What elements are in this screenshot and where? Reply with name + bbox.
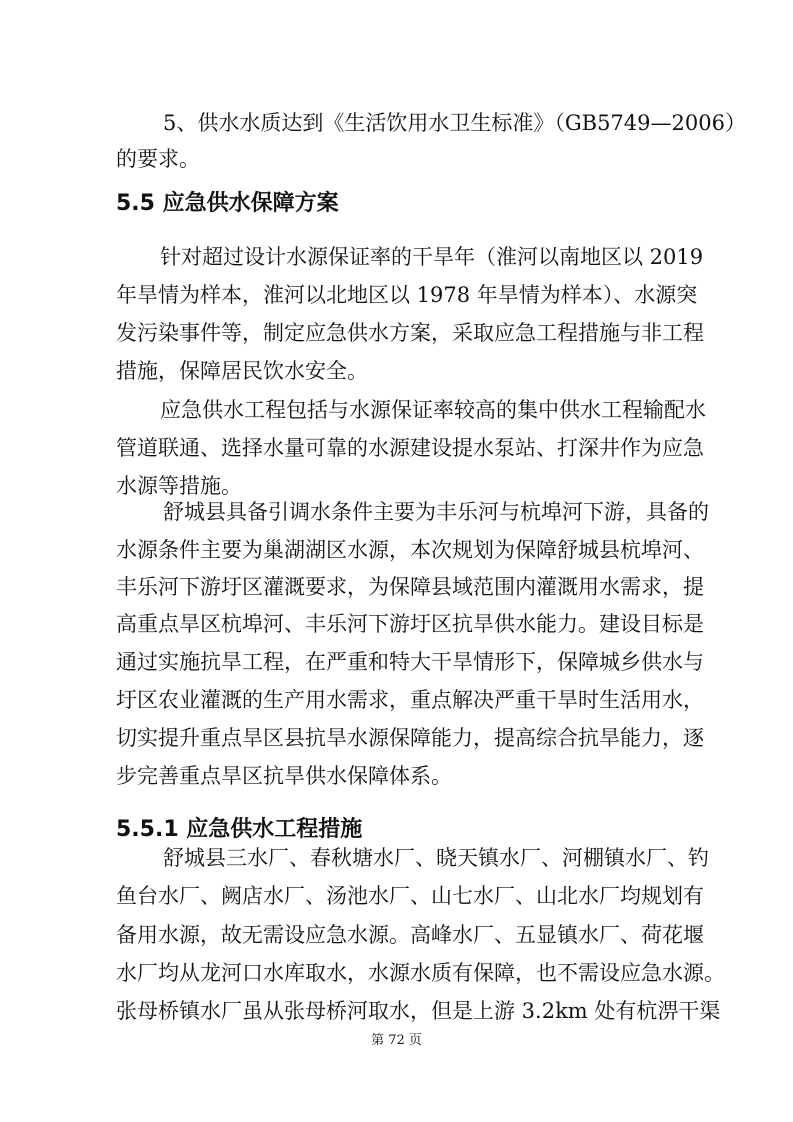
text-line: 的要求。 bbox=[116, 147, 200, 171]
text-line: 丰乐河下游圩区灌溉要求，为保障县域范围内灌溉用水需求，提 bbox=[116, 575, 704, 599]
text-line: 水源条件主要为巢湖湖区水源，本次规划为保障舒城县杭埠河、 bbox=[116, 538, 704, 562]
text-line: 圩区农业灌溉的生产用水需求，重点解决严重干旱时生活用水， bbox=[116, 688, 704, 712]
text-line: 舒城县三水厂、春秋塘水厂、晓天镇水厂、河棚镇水厂、钓 bbox=[163, 846, 709, 870]
text-line: 5、供水水质达到《生活饮用水卫生标准》（GB5749—2006） bbox=[163, 111, 746, 135]
page-number: 第 72 页 bbox=[371, 1033, 422, 1048]
text-line: 管道联通、选择水量可靠的水源建设提水泵站、打深井作为应急 bbox=[116, 436, 704, 460]
text-line: 水厂均从龙河口水库取水，水源水质有保障，也不需设应急水源。 bbox=[116, 961, 725, 985]
subsection-heading: 5.5.1 应急供水工程措施 bbox=[116, 817, 363, 842]
text-line: 年旱情为样本，淮河以北地区以 1978 年旱情为样本）、水源突 bbox=[116, 283, 698, 307]
text-line: 张母桥镇水厂虽从张母桥河取水，但是上游 3.2km 处有杭淠干渠 bbox=[116, 999, 721, 1023]
text-line: 措施，保障居民饮水安全。 bbox=[116, 359, 368, 383]
text-line: 切实提升重点旱区县抗旱水源保障能力，提高综合抗旱能力，逐 bbox=[116, 726, 704, 750]
text-line: 舒城县具备引调水条件主要为丰乐河与杭埠河下游，具备的 bbox=[163, 500, 709, 524]
text-line: 步完善重点旱区抗旱供水保障体系。 bbox=[116, 764, 452, 788]
text-line: 针对超过设计水源保证率的干旱年（淮河以南地区以 2019 bbox=[160, 245, 704, 269]
text-line: 备用水源，故无需设应急水源。高峰水厂、五显镇水厂、荷花堰 bbox=[116, 923, 704, 947]
text-line: 鱼台水厂、阙店水厂、汤池水厂、山七水厂、山北水厂均规划有 bbox=[116, 884, 704, 908]
text-line: 通过实施抗旱工程，在严重和特大干旱情形下，保障城乡供水与 bbox=[116, 650, 704, 674]
section-heading: 5.5 应急供水保障方案 bbox=[116, 191, 339, 216]
text-line: 水源等措施。 bbox=[116, 474, 242, 498]
text-line: 应急供水工程包括与水源保证率较高的集中供水工程输配水 bbox=[160, 398, 706, 422]
text-line: 发污染事件等，制定应急供水方案，采取应急工程措施与非工程 bbox=[116, 321, 704, 345]
text-line: 高重点旱区杭埠河、丰乐河下游圩区抗旱供水能力。建设目标是 bbox=[116, 612, 704, 636]
